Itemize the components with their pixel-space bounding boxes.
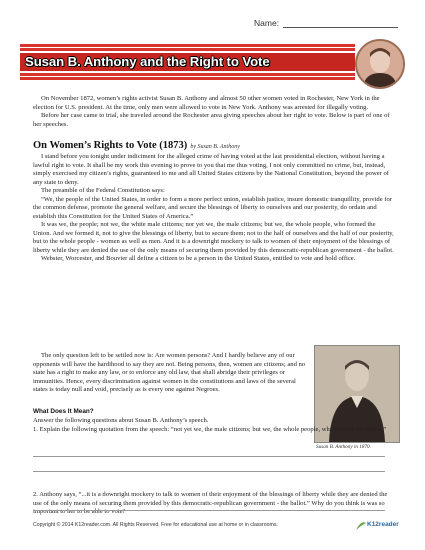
logo-text: K12reader xyxy=(367,521,399,528)
name-label: Name: xyxy=(254,18,280,28)
questions-block xyxy=(33,417,395,434)
speech-paragraph: I stand before you tonight under indictment for the alleged crime of having voted at the last presidential election, without having a lawful right to vote. It shall be my work this evening to prove to you that me thus voting, I not only committed no crime, but, instead, simply exercised my citizen’s rights, guaranteed to me and all United States citizens by the National Constitution, beyond the power of any state to deny. xyxy=(33,153,389,186)
speech-title xyxy=(33,140,240,151)
speech-paragraph: The only question left to be settled now is: Are women persons? And I hardly believe any of our opponents will have the hardihood to say they are not. Being persons, then, women are citizens; and no state has a right to make any law, or to enforce any old law, that shall abridge their privileges or immunities. Hence, every discrimination against women in the constitutions and laws of the several states is today null and void, precisely as is every one against Negroes. xyxy=(33,352,306,393)
footer-copyright: Copyright © 2014 K12reader.com. All Rights Reserved. Free for educational use at home or in classrooms. xyxy=(33,522,278,528)
page-title: Susan B. Anthony and the Right to Vote xyxy=(25,54,270,69)
banner-stripe xyxy=(20,77,355,80)
speech-paragraph: “We, the people of the United States, in order to form a more perfect union, establish justice, insure domestic tranquillity, provide for the common defense, promote the general welfare, and secure the blessings of liberty to ourselves and our posterity, do ordain and establish this Constitution for the United States of America.” xyxy=(33,195,392,220)
intro-text xyxy=(33,95,398,129)
photo-caption: Susan B. Anthony in 1870. xyxy=(316,444,371,450)
speech-text-narrow xyxy=(33,352,309,395)
questions-instructions: Answer the following questions about Susan B. Anthony’s speech. xyxy=(33,417,209,424)
question-1: 1. Explain the following quotation from the speech: “not yet we, the male citizens; but we, the whole people, who formed the Union.” xyxy=(33,425,387,433)
intro-paragraph: Before her case came to trial, she traveled around the Rochester area giving speeches about her right to vote. Below is part of one of her speeches. xyxy=(33,112,390,128)
speech-byline: by Susan B. Anthony xyxy=(190,144,240,150)
speech-paragraph: It was we, the people; not we, the white male citizens; nor yet we, the male citizens; but we, the whole people, who formed the Union. And we formed it, not to give the blessings of liberty, but to secure them; not to the half of ourselves and the half of our posterity, but to the whole people - women as well as men. And it is a downright mockery to talk to women of their enjoyment of the blessings of liberty while they are denied the use of the only means of securing them provided by this democratic-republican government - the ballot. xyxy=(33,221,394,254)
intro-paragraph: On November 1872, women’s rights activist Susan B. Anthony and almost 50 other women voted in Rochester, New York in the election for U.S. president. At the time, only men were allowed to vote in New York. Anthony was arrested for illegally voting. xyxy=(33,95,380,111)
banner-title-bar xyxy=(20,53,355,71)
banner-stripe xyxy=(20,44,355,47)
banner-stripe xyxy=(20,48,355,51)
answer-line[interactable] xyxy=(33,510,385,511)
name-line xyxy=(283,27,398,28)
speech-title-text: On Women’s Rights to Vote (1873) xyxy=(33,140,188,151)
questions-heading: What Does It Mean? xyxy=(33,408,94,415)
k12reader-logo xyxy=(355,518,399,532)
title-banner xyxy=(20,44,355,81)
speech-paragraph: Webster, Worcester, and Bouvier all define a citizen to be a person in the United States, entitled to vote and hold office. xyxy=(41,255,356,262)
speech-paragraph: The preamble of the Federal Constitution says: xyxy=(41,187,165,194)
answer-line[interactable] xyxy=(33,456,385,457)
banner-stripe xyxy=(20,73,355,76)
portrait-image xyxy=(355,39,405,89)
answer-line[interactable] xyxy=(33,471,385,472)
question-2: 2. Anthony says, “...it is a downright mockery to talk to women of their enjoyment of the blessings of liberty while they are denied the use of the only means of securing them provided by this democratic-republican government - the ballot.” Why do you think is was so important to her to be able to vote? xyxy=(33,491,388,515)
speech-text xyxy=(33,153,395,264)
